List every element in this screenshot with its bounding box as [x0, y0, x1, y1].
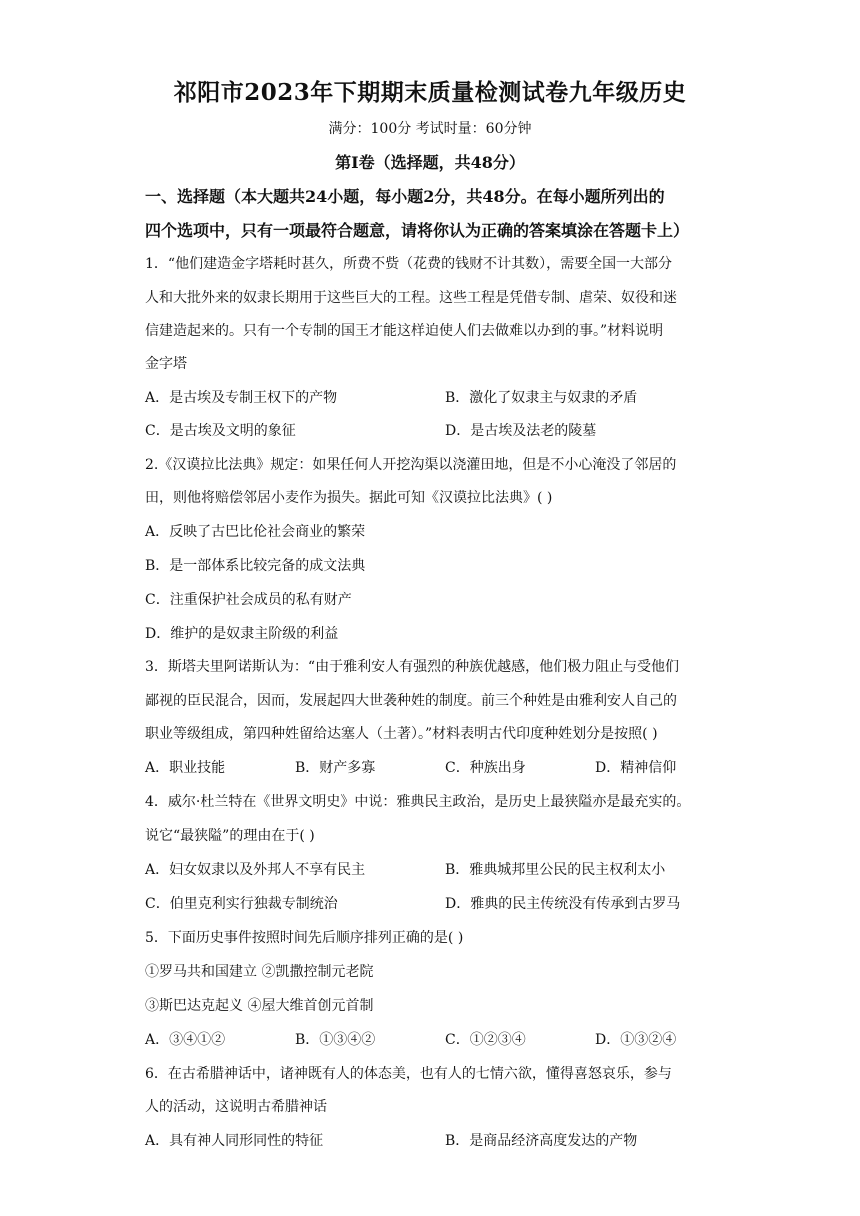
- option-b: B．财产多寡: [295, 760, 376, 776]
- instruction-line: 四个选项中，只有一项最符合题意，请将你认为正确的答案填涂在答题卡上）: [145, 221, 690, 240]
- event-list: ③斯巴达克起义 ④屋大维首创元首制: [145, 998, 374, 1014]
- question-text: 5．下面历史事件按照时间先后顺序排列正确的是( ): [145, 930, 464, 946]
- option-b: B．①③④②: [295, 1032, 376, 1048]
- question-text: 人和大批外来的奴隶长期用于这些巨大的工程。这些工程是凭借专制、虐荣、奴役和迷: [145, 290, 677, 306]
- question-text: 2.《汉谟拉比法典》规定：如果任何人开挖沟渠以浇灌田地，但是不小心淹没了邻居的: [145, 457, 677, 473]
- option-a: A．反映了古巴比伦社会商业的繁荣: [145, 524, 366, 540]
- option-b: B．是一部体系比较完备的成文法典: [145, 558, 366, 574]
- option-c: C．种族出身: [445, 760, 526, 776]
- option-d: D．维护的是奴隶主阶级的利益: [145, 626, 339, 642]
- question-text: 鄙视的臣民混合，因而，发展起四大世袭种姓的制度。前三个种姓是由雅利安人自己的: [145, 693, 677, 709]
- option-d: D．精神信仰: [595, 760, 677, 776]
- instruction-line: 一、选择题（本大题共24小题，每小题2分，共48分。在每小题所列出的: [145, 187, 665, 206]
- option-a: A．妇女奴隶以及外邦人不享有民主: [145, 862, 366, 878]
- option-c: C．①②③④: [445, 1032, 526, 1048]
- question-text: 3．斯塔夫里阿诺斯认为：“由于雅利安人有强烈的种族优越感，他们极力阻止与受他们: [145, 659, 680, 675]
- option-c: C．伯里克利实行独裁专制统治: [145, 896, 338, 912]
- question-text: 人的活动，这说明古希腊神话: [145, 1099, 327, 1115]
- exam-info: 满分：100分 考试时量：60分钟: [328, 121, 532, 137]
- option-b: B．激化了奴隶主与奴隶的矛盾: [445, 390, 638, 406]
- option-d: D．是古埃及法老的陵墓: [445, 423, 597, 439]
- option-d: D．雅典的民主传统没有传承到古罗马: [445, 896, 681, 912]
- option-a: A．③④①②: [145, 1032, 226, 1048]
- question-text: 田，则他将赔偿邻居小麦作为损失。据此可知《汉谟拉比法典》( ): [145, 490, 553, 506]
- option-c: C．是古埃及文明的象征: [145, 423, 296, 439]
- option-c: C．注重保护社会成员的私有财产: [145, 592, 352, 608]
- option-a: A．是古埃及专制王权下的产物: [145, 390, 338, 406]
- question-text: 4．威尔·杜兰特在《世界文明史》中说：雅典民主政治，是历史上最狭隘亦是最充实的。: [145, 794, 691, 810]
- option-b: B．雅典城邦里公民的民主权利太小: [445, 862, 666, 878]
- page-title: 祁阳市2023年下期期末质量检测试卷九年级历史: [173, 79, 687, 106]
- question-text: 1．“他们建造金字塔耗时甚久，所费不赀（花费的钱财不计其数），需要全国一大部分: [145, 256, 673, 272]
- question-text: 职业等级组成，第四种姓留给达塞人（土著）。”材料表明古代印度种姓划分是按照( ): [145, 726, 658, 742]
- question-text: 信建造起来的。只有一个专制的国王才能这样迫使人们去做难以办到的事。”材料说明: [145, 323, 664, 339]
- option-a: A．具有神人同形同性的特征: [145, 1133, 324, 1149]
- question-text: 说它“最狭隘”的理由在于( ): [145, 828, 315, 844]
- option-a: A．职业技能: [145, 760, 226, 776]
- option-b: B．是商品经济高度发达的产物: [445, 1133, 638, 1149]
- event-list: ①罗马共和国建立 ②凯撒控制元老院: [145, 964, 374, 980]
- question-text: 金字塔: [145, 356, 187, 372]
- question-text: 6．在古希腊神话中，诸神既有人的体态美，也有人的七情六欲，懂得喜怒哀乐，参与: [145, 1066, 672, 1082]
- section-heading: 第Ⅰ卷（选择题，共48分）: [335, 153, 525, 172]
- option-d: D．①③②④: [595, 1032, 677, 1048]
